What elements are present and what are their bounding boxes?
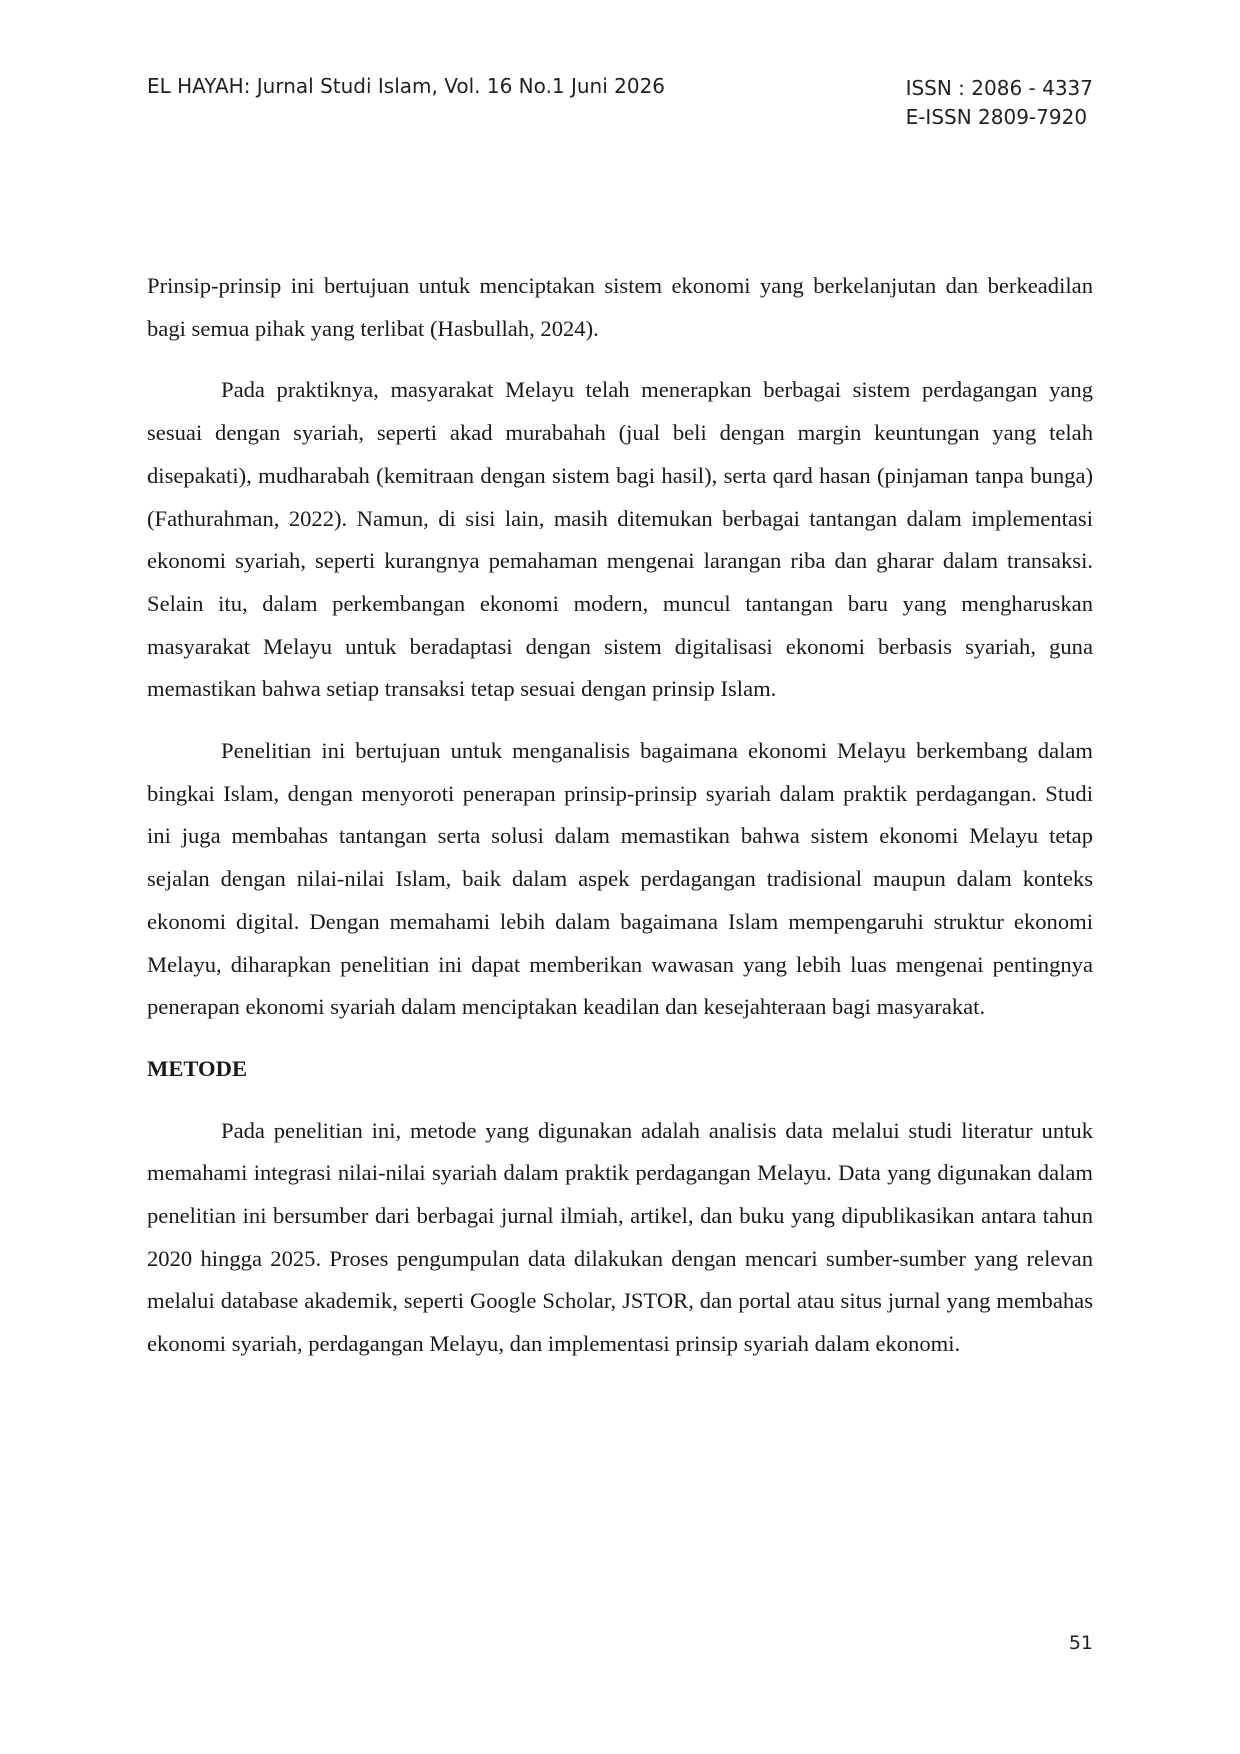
issn: ISSN : 2086 - 4337 (905, 76, 1093, 100)
paragraph-3: Penelitian ini bertujuan untuk menganalisis bagaimana ekonomi Melayu berkembang dalam bingkai Islam, dengan menyoroti penerapan prinsip-prinsip syariah dalam praktik perdagangan. Studi ini juga membahas tantangan serta solusi dalam memastikan bahwa sistem ekonomi Melayu tetap sejalan dengan nilai-nilai Islam, baik dalam aspek perdagangan tradisional maupun dalam konteks ekonomi digital. Dengan memahami lebih dalam bagaimana Islam mempengaruhi struktur ekonomi Melayu, diharapkan penelitian ini dapat memberikan wawasan yang lebih luas mengenai pentingnya penerapan ekonomi syariah dalam menciptakan keadilan dan kesejahteraan bagi masyarakat. (147, 738, 1093, 1020)
paragraph-2: Pada praktiknya, masyarakat Melayu telah menerapkan berbagai sistem perdagangan yang sesuai dengan syariah, seperti akad murabahah (jual beli dengan margin keuntungan yang telah disepakati), mudharabah (kemitraan dengan sistem bagi hasil), serta qard hasan (pinjaman tanpa bunga) (Fathurahman, 2022). Namun, di sisi lain, masih ditemukan berbagai tantangan dalam implementasi ekonomi syariah, seperti kurangnya pemahaman mengenai larangan riba dan gharar dalam transaksi. Selain itu, dalam perkembangan ekonomi modern, muncul tantangan baru yang mengharuskan masyarakat Melayu untuk beradaptasi dengan sistem digitalisasi ekonomi berbasis syariah, guna memastikan bahwa setiap transaksi tetap sesuai dengan prinsip Islam. (147, 377, 1093, 702)
section-heading-metode: METODE (147, 1055, 248, 1081)
paragraph-1: Prinsip-prinsip ini bertujuan untuk menciptakan sistem ekonomi yang berkelanjutan dan berkeadilan bagi semua pihak yang terlibat (Hasbullah, 2024). (147, 273, 1093, 341)
page-number: 51 (1068, 1632, 1093, 1654)
journal-header: EL HAYAH: Jurnal Studi Islam, Vol. 16 No.1 Juni 2026 (147, 74, 666, 98)
eissn: E-ISSN 2809-7920 (905, 105, 1088, 129)
paragraph-4: Pada penelitian ini, metode yang digunakan adalah analisis data melalui studi literatur untuk memahami integrasi nilai-nilai syariah dalam praktik perdagangan Melayu. Data yang digunakan dalam penelitian ini bersumber dari berbagai jurnal ilmiah, artikel, dan buku yang dipublikasikan antara tahun 2020 hingga 2025. Proses pengumpulan data dilakukan dengan mencari sumber-sumber yang relevan melalui database akademik, seperti Google Scholar, JSTOR, dan portal atau situs jurnal yang membahas ekonomi syariah, perdagangan Melayu, dan implementasi prinsip syariah dalam ekonomi. (147, 1117, 1093, 1357)
issn-block (906, 74, 1093, 132)
page-body (147, 265, 1093, 1366)
